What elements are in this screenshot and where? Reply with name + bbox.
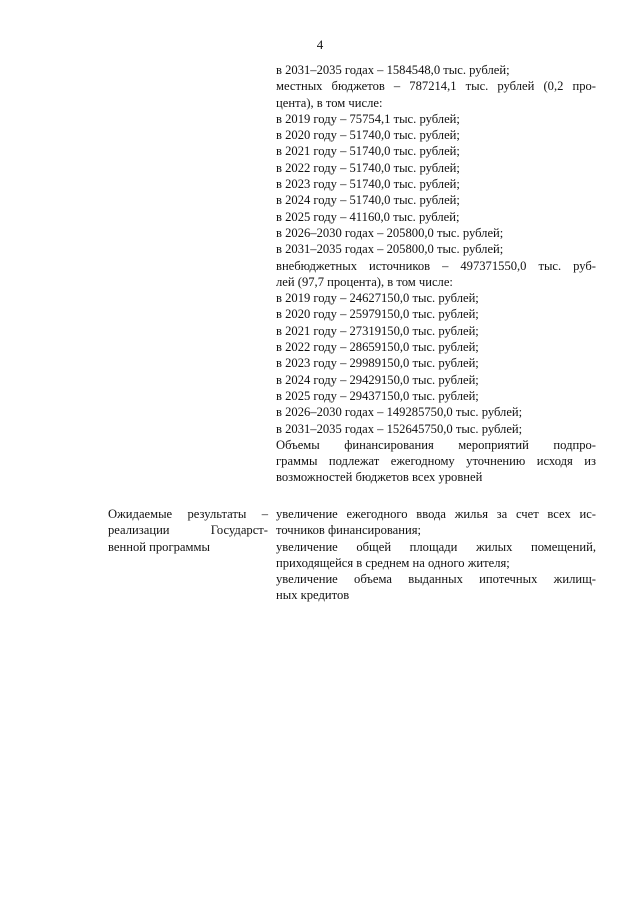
label-line: Ожидаемые результаты – (108, 507, 268, 521)
text-line: в 2020 году – 25979150,0 тыс. рублей; (276, 307, 479, 322)
text-line: приходящейся в среднем на одного жителя; (276, 555, 510, 570)
text-line: в 2024 году – 51740,0 тыс. рублей; (276, 193, 460, 208)
text-line: в 2023 году – 51740,0 тыс. рублей; (276, 177, 460, 192)
text-line: в 2025 году – 41160,0 тыс. рублей; (276, 209, 460, 224)
text-line: точников финансирования; (276, 523, 422, 538)
text-line: в 2023 году – 29989150,0 тыс. рублей; (276, 356, 479, 371)
text-line: в 2019 году – 75754,1 тыс. рублей; (276, 111, 460, 126)
text-line: увеличение объема выданных ипотечных жилищ- (276, 572, 596, 587)
text-line: в 2031–2035 годах – 205800,0 тыс. рублей; (276, 242, 504, 257)
text-line: в 2026–2030 годах – 149285750,0 тыс. рублей; (276, 405, 523, 420)
text-line: в 2031–2035 годах – 152645750,0 тыс. рублей; (276, 421, 523, 436)
text-line: возможностей бюджетов всех уровней (276, 470, 483, 485)
text-line: граммы подлежат ежегодному уточнению исходя из (276, 454, 596, 469)
text-line: лей (97,7 процента), в том числе: (276, 274, 453, 289)
text-line: в 2021 году – 51740,0 тыс. рублей; (276, 144, 460, 159)
label-line: реализации Государст- (108, 523, 268, 538)
text-line: в 2024 году – 29429150,0 тыс. рублей; (276, 372, 479, 387)
page-number: 4 (316, 37, 324, 52)
expected-results (276, 506, 596, 604)
text-line: увеличение ежегодного ввода жилья за счет всех ис- (276, 507, 596, 521)
text-line: Объемы финансирования мероприятий подпро- (276, 437, 596, 452)
text-line: внебюджетных источников – 497371550,0 тыс. руб- (276, 258, 596, 273)
text-line: в 2020 году – 51740,0 тыс. рублей; (276, 128, 460, 143)
text-line: в 2031–2035 годах – 1584548,0 тыс. рублей; (276, 63, 510, 77)
text-line: в 2026–2030 годах – 205800,0 тыс. рублей; (276, 225, 504, 240)
text-line: в 2021 году – 27319150,0 тыс. рублей; (276, 323, 479, 338)
text-line: цента), в том числе: (276, 95, 383, 110)
text-line: ных кредитов (276, 588, 350, 603)
text-line: в 2019 году – 24627150,0 тыс. рублей; (276, 291, 479, 306)
text-line: в 2022 году – 51740,0 тыс. рублей; (276, 160, 460, 175)
text-line: увеличение общей площади жилых помещений, (276, 539, 596, 554)
text-line: в 2022 году – 28659150,0 тыс. рублей; (276, 340, 479, 355)
label-line: венной программы (108, 539, 210, 554)
text-line: в 2025 году – 29437150,0 тыс. рублей; (276, 388, 479, 403)
text-line: местных бюджетов – 787214,1 тыс. рублей (0,2 про- (276, 79, 596, 94)
funding-details (276, 62, 596, 486)
expected-results-label (108, 506, 268, 555)
